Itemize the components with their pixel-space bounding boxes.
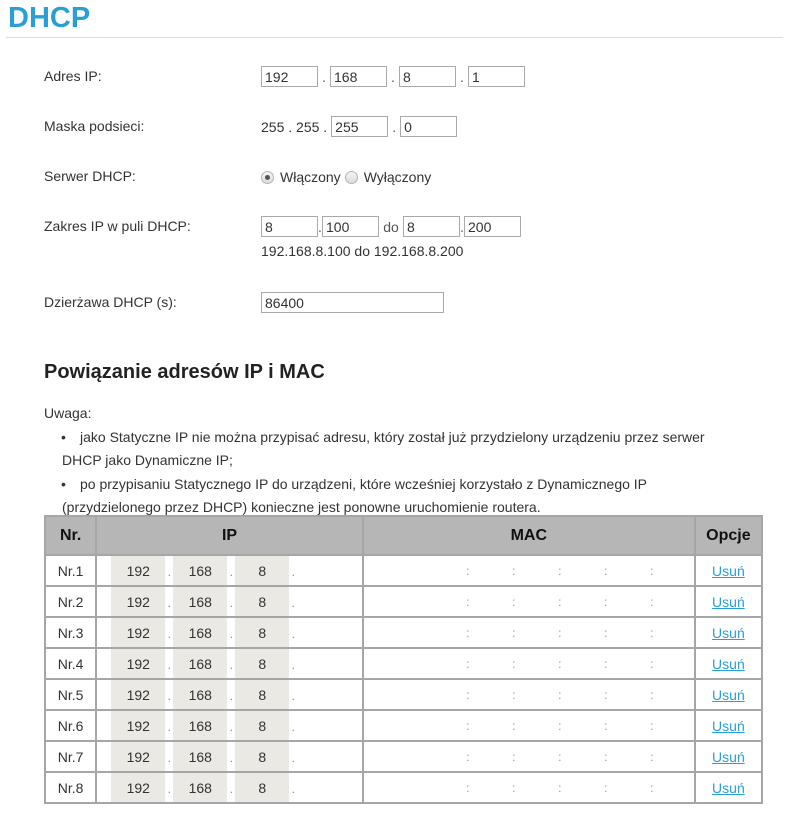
ip-separator: . [167,720,171,734]
ip-octet-3-input[interactable] [399,66,456,87]
row-number: Nr.6 [45,710,96,741]
mac-octet-input[interactable] [656,561,694,581]
ip-octet-2-field[interactable]: 168 [173,711,227,740]
mac-octet-input[interactable] [426,747,464,767]
ip-separator: . [460,68,464,85]
mac-octet-input[interactable] [426,685,464,705]
mac-octet-input[interactable] [610,592,648,612]
subnet-octet-4-input[interactable] [400,116,457,137]
ip-separator: . [167,596,171,610]
subnet-mask-label: Maska podsieci: [44,118,145,134]
ip-octet-4-input[interactable] [297,742,351,771]
row-mac-cell [363,555,695,586]
mac-fields [364,649,694,678]
mac-separator: : [466,625,470,640]
dhcp-disabled-label[interactable]: Wyłączony [363,169,432,185]
subnet-mask-field [261,116,457,137]
ip-mac-binding-table [44,515,763,804]
mac-octet-input[interactable] [656,592,694,612]
mac-fields [364,680,694,709]
ip-octet-4-input[interactable] [297,680,351,709]
mac-octet-input[interactable] [518,685,556,705]
ip-octet-3-field[interactable]: 8 [235,773,289,802]
range-end-octet-3-input[interactable] [403,216,460,237]
mac-octet-input[interactable] [472,654,510,674]
note-item [44,473,764,520]
mac-octet-input[interactable] [610,685,648,705]
table-header-row [45,516,762,555]
mac-octet-input[interactable] [518,654,556,674]
mac-separator: : [466,656,470,671]
row-ip-cell [96,741,363,772]
ip-separator: . [291,720,295,734]
mac-octet-input[interactable] [610,747,648,767]
ip-fields [97,742,362,771]
row-mac-cell [363,741,695,772]
ip-octet-4-input[interactable] [297,587,351,616]
ip-separator: . [167,565,171,579]
ip-separator: . [229,720,233,734]
ip-octet-2-input[interactable] [330,66,387,87]
mac-octet-input[interactable] [656,685,694,705]
ip-octet-3-field[interactable]: 8 [235,742,289,771]
mac-separator: : [650,625,654,640]
mac-octet-input[interactable] [610,716,648,736]
ip-fields [97,556,362,585]
mac-octet-input[interactable] [518,716,556,736]
table-row [45,710,762,741]
row-mac-cell [363,710,695,741]
mac-separator: : [650,563,654,578]
dhcp-range-label: Zakres IP w puli DHCP: [44,218,191,234]
lease-time-field [261,292,444,313]
row-options-cell [695,679,762,710]
lease-time-label: Dzierżawa DHCP (s): [44,294,177,310]
title-divider [6,37,783,38]
mac-octet-input[interactable] [656,623,694,643]
mac-separator: : [466,563,470,578]
row-options-cell [695,648,762,679]
ip-octet-1-field[interactable]: 192 [111,711,165,740]
delete-link[interactable]: Usuń [712,655,745,672]
mac-octet-input[interactable] [564,561,602,581]
mac-octet-input[interactable] [656,778,694,798]
mac-separator: : [558,594,562,609]
mac-fields [364,711,694,740]
mac-octet-input[interactable] [564,716,602,736]
delete-link[interactable]: Usuń [712,686,745,703]
ip-octet-3-field[interactable]: 8 [235,711,289,740]
ip-octet-2-field[interactable]: 168 [173,649,227,678]
ip-separator: . [291,627,295,641]
ip-octet-2-field[interactable]: 168 [173,587,227,616]
ip-octet-4-input[interactable] [468,66,525,87]
row-mac-cell [363,648,695,679]
note-list [44,426,764,520]
mac-octet-input[interactable] [426,654,464,674]
mac-octet-input[interactable] [472,561,510,581]
mac-octet-input[interactable] [472,716,510,736]
delete-link[interactable]: Usuń [712,779,745,796]
range-start-octet-3-input[interactable] [261,216,318,237]
ip-separator: . [291,689,295,703]
table-row [45,679,762,710]
range-end-octet-4-input[interactable] [464,216,521,237]
mac-separator: : [512,656,516,671]
row-number: Nr.4 [45,648,96,679]
row-options-cell [695,555,762,586]
row-number: Nr.8 [45,772,96,803]
mac-separator: : [650,749,654,764]
range-connector: do [383,218,399,235]
mac-separator: : [604,718,608,733]
row-options-cell [695,586,762,617]
row-ip-cell [96,648,363,679]
ip-octet-3-field[interactable]: 8 [235,556,289,585]
subnet-octet-3-input[interactable] [331,116,388,137]
mac-octet-input[interactable] [564,778,602,798]
note-item [44,426,764,473]
mac-separator: : [466,749,470,764]
mac-separator: : [604,594,608,609]
note-label: Uwaga: [44,405,92,421]
row-ip-cell [96,772,363,803]
note-item-line: po przypisaniu Statycznego IP do urządzeni, które wcześniej korzystało z Dynamicznego IP [80,475,648,492]
mac-separator: : [650,718,654,733]
row-ip-cell [96,679,363,710]
mac-octet-input[interactable] [518,747,556,767]
mac-separator: : [650,780,654,795]
ip-fields [97,711,362,740]
row-number: Nr.1 [45,555,96,586]
row-options-cell [695,617,762,648]
page-title: DHCP [8,2,91,34]
ip-octet-3-field[interactable]: 8 [235,680,289,709]
mac-octet-input[interactable] [426,592,464,612]
ip-separator: . [291,658,295,672]
mac-separator: : [466,780,470,795]
binding-section-title: Powiązanie adresów IP i MAC [44,361,325,383]
mac-separator: : [650,594,654,609]
ip-separator: . [229,689,233,703]
mac-separator: : [466,687,470,702]
mac-separator: : [558,656,562,671]
ip-octet-3-field[interactable]: 8 [235,587,289,616]
row-number: Nr.2 [45,586,96,617]
row-number: Nr.5 [45,679,96,710]
range-separator: . [460,218,464,235]
table-body [45,555,762,803]
ip-separator: . [229,751,233,765]
ip-octet-1-field[interactable]: 192 [111,556,165,585]
row-mac-cell [363,617,695,648]
ip-octet-1-field[interactable]: 192 [111,618,165,647]
ip-octet-1-field[interactable]: 192 [111,649,165,678]
ip-separator: . [167,782,171,796]
table-row [45,617,762,648]
mac-octet-input[interactable] [426,778,464,798]
ip-octet-2-field[interactable]: 168 [173,773,227,802]
delete-link[interactable]: Usuń [712,624,745,641]
ip-octet-4-input[interactable] [297,556,351,585]
mac-octet-input[interactable] [518,778,556,798]
mac-separator: : [512,749,516,764]
mac-octet-input[interactable] [656,654,694,674]
mac-octet-input[interactable] [564,747,602,767]
delete-link[interactable]: Usuń [712,562,745,579]
mac-separator: : [604,625,608,640]
ip-separator: . [167,689,171,703]
dhcp-enabled-label[interactable]: Włączony [280,169,341,185]
header-mac: MAC [363,516,695,555]
mac-octet-input[interactable] [472,685,510,705]
ip-octet-1-input[interactable] [261,66,318,87]
note-item-line: DHCP jako Dynamiczne IP; [62,452,233,469]
ip-octet-1-field[interactable]: 192 [111,680,165,709]
mac-fields [364,742,694,771]
mac-separator: : [466,718,470,733]
dhcp-enabled-radio[interactable] [261,171,274,184]
table-row [45,772,762,803]
mac-separator: : [512,687,516,702]
mac-fields [364,773,694,802]
dhcp-server-radio-group [261,167,435,187]
ip-octet-3-field[interactable]: 8 [235,618,289,647]
note-item-line: jako Statyczne IP nie można przypisać adresu, który został już przydzielony urządzeniu przez serwer [80,428,705,445]
mac-separator: : [512,563,516,578]
mac-octet-input[interactable] [426,623,464,643]
bullet-icon: • [61,475,66,492]
ip-octet-1-field[interactable]: 192 [111,773,165,802]
mac-separator: : [558,749,562,764]
range-separator: . [318,218,322,235]
delete-link[interactable]: Usuń [712,748,745,765]
mac-separator: : [604,780,608,795]
row-ip-cell [96,617,363,648]
ip-octet-2-field[interactable]: 168 [173,742,227,771]
ip-octet-2-field[interactable]: 168 [173,680,227,709]
mac-fields [364,556,694,585]
mac-fields [364,587,694,616]
row-ip-cell [96,710,363,741]
ip-fields [97,587,362,616]
dhcp-range-field [261,216,521,237]
mac-separator: : [604,687,608,702]
ip-address-label: Adres IP: [44,68,102,84]
ip-octet-4-input[interactable] [297,773,351,802]
ip-separator: . [391,68,395,85]
mac-octet-input[interactable] [656,747,694,767]
mac-separator: : [512,594,516,609]
ip-separator: . [229,627,233,641]
lease-time-input[interactable] [261,292,444,313]
ip-octet-3-field[interactable]: 8 [235,649,289,678]
ip-octet-2-field[interactable]: 168 [173,618,227,647]
row-options-cell [695,741,762,772]
ip-separator: . [167,658,171,672]
ip-separator: . [229,658,233,672]
ip-octet-1-field[interactable]: 192 [111,742,165,771]
header-ip: IP [96,516,363,555]
delete-link[interactable]: Usuń [712,717,745,734]
row-ip-cell [96,586,363,617]
mac-octet-input[interactable] [610,654,648,674]
table-row [45,741,762,772]
subnet-separator: . [392,118,397,135]
dhcp-range-summary: 192.168.8.100 do 192.168.8.200 [261,243,464,259]
mac-fields [364,618,694,647]
mac-separator: : [558,718,562,733]
row-number: Nr.7 [45,741,96,772]
ip-address-field [261,66,525,87]
mac-separator: : [604,563,608,578]
ip-separator: . [167,751,171,765]
mac-octet-input[interactable] [610,623,648,643]
mac-octet-input[interactable] [518,623,556,643]
ip-separator: . [291,751,295,765]
ip-fields [97,773,362,802]
ip-octet-2-field[interactable]: 168 [173,556,227,585]
mac-octet-input[interactable] [472,778,510,798]
ip-separator: . [291,596,295,610]
mac-separator: : [650,656,654,671]
row-ip-cell [96,555,363,586]
row-mac-cell [363,679,695,710]
ip-separator: . [167,627,171,641]
ip-separator: . [229,565,233,579]
mac-separator: : [512,780,516,795]
mac-separator: : [604,656,608,671]
mac-separator: : [558,625,562,640]
mac-separator: : [512,718,516,733]
mac-separator: : [650,687,654,702]
row-mac-cell [363,772,695,803]
mac-octet-input[interactable] [564,623,602,643]
mac-octet-input[interactable] [518,592,556,612]
mac-separator: : [512,625,516,640]
note-item-line: (przydzielonego przez DHCP) konieczne jest ponowne uruchomienie routera. [62,499,541,516]
table-row [45,648,762,679]
mac-octet-input[interactable] [564,685,602,705]
row-options-cell [695,772,762,803]
mac-octet-input[interactable] [426,561,464,581]
header-options: Opcje [695,516,762,555]
ip-octet-4-input[interactable] [297,618,351,647]
table-row [45,555,762,586]
dhcp-server-label: Serwer DHCP: [44,168,136,184]
subnet-mask-static-prefix: 255 . 255 . [261,118,328,135]
ip-separator: . [229,596,233,610]
ip-octet-1-field[interactable]: 192 [111,587,165,616]
ip-separator: . [291,565,295,579]
ip-separator: . [229,782,233,796]
bullet-icon: • [61,428,66,445]
ip-octet-4-input[interactable] [297,649,351,678]
ip-separator: . [291,782,295,796]
mac-separator: : [558,780,562,795]
ip-octet-4-input[interactable] [297,711,351,740]
mac-octet-input[interactable] [472,747,510,767]
mac-octet-input[interactable] [564,654,602,674]
mac-octet-input[interactable] [472,623,510,643]
delete-link[interactable]: Usuń [712,593,745,610]
table-row [45,586,762,617]
mac-separator: : [558,563,562,578]
mac-separator: : [558,687,562,702]
row-number: Nr.3 [45,617,96,648]
mac-separator: : [604,749,608,764]
mac-octet-input[interactable] [518,561,556,581]
mac-octet-input[interactable] [472,592,510,612]
mac-octet-input[interactable] [426,716,464,736]
mac-octet-input[interactable] [564,592,602,612]
ip-fields [97,680,362,709]
header-nr: Nr. [45,516,96,555]
ip-fields [97,618,362,647]
binding-note [44,402,764,520]
row-mac-cell [363,586,695,617]
ip-separator: . [322,68,326,85]
ip-fields [97,649,362,678]
dhcp-disabled-radio[interactable] [345,171,358,184]
mac-octet-input[interactable] [656,716,694,736]
mac-octet-input[interactable] [610,778,648,798]
mac-octet-input[interactable] [610,561,648,581]
mac-separator: : [466,594,470,609]
row-options-cell [695,710,762,741]
range-start-octet-4-input[interactable] [322,216,379,237]
